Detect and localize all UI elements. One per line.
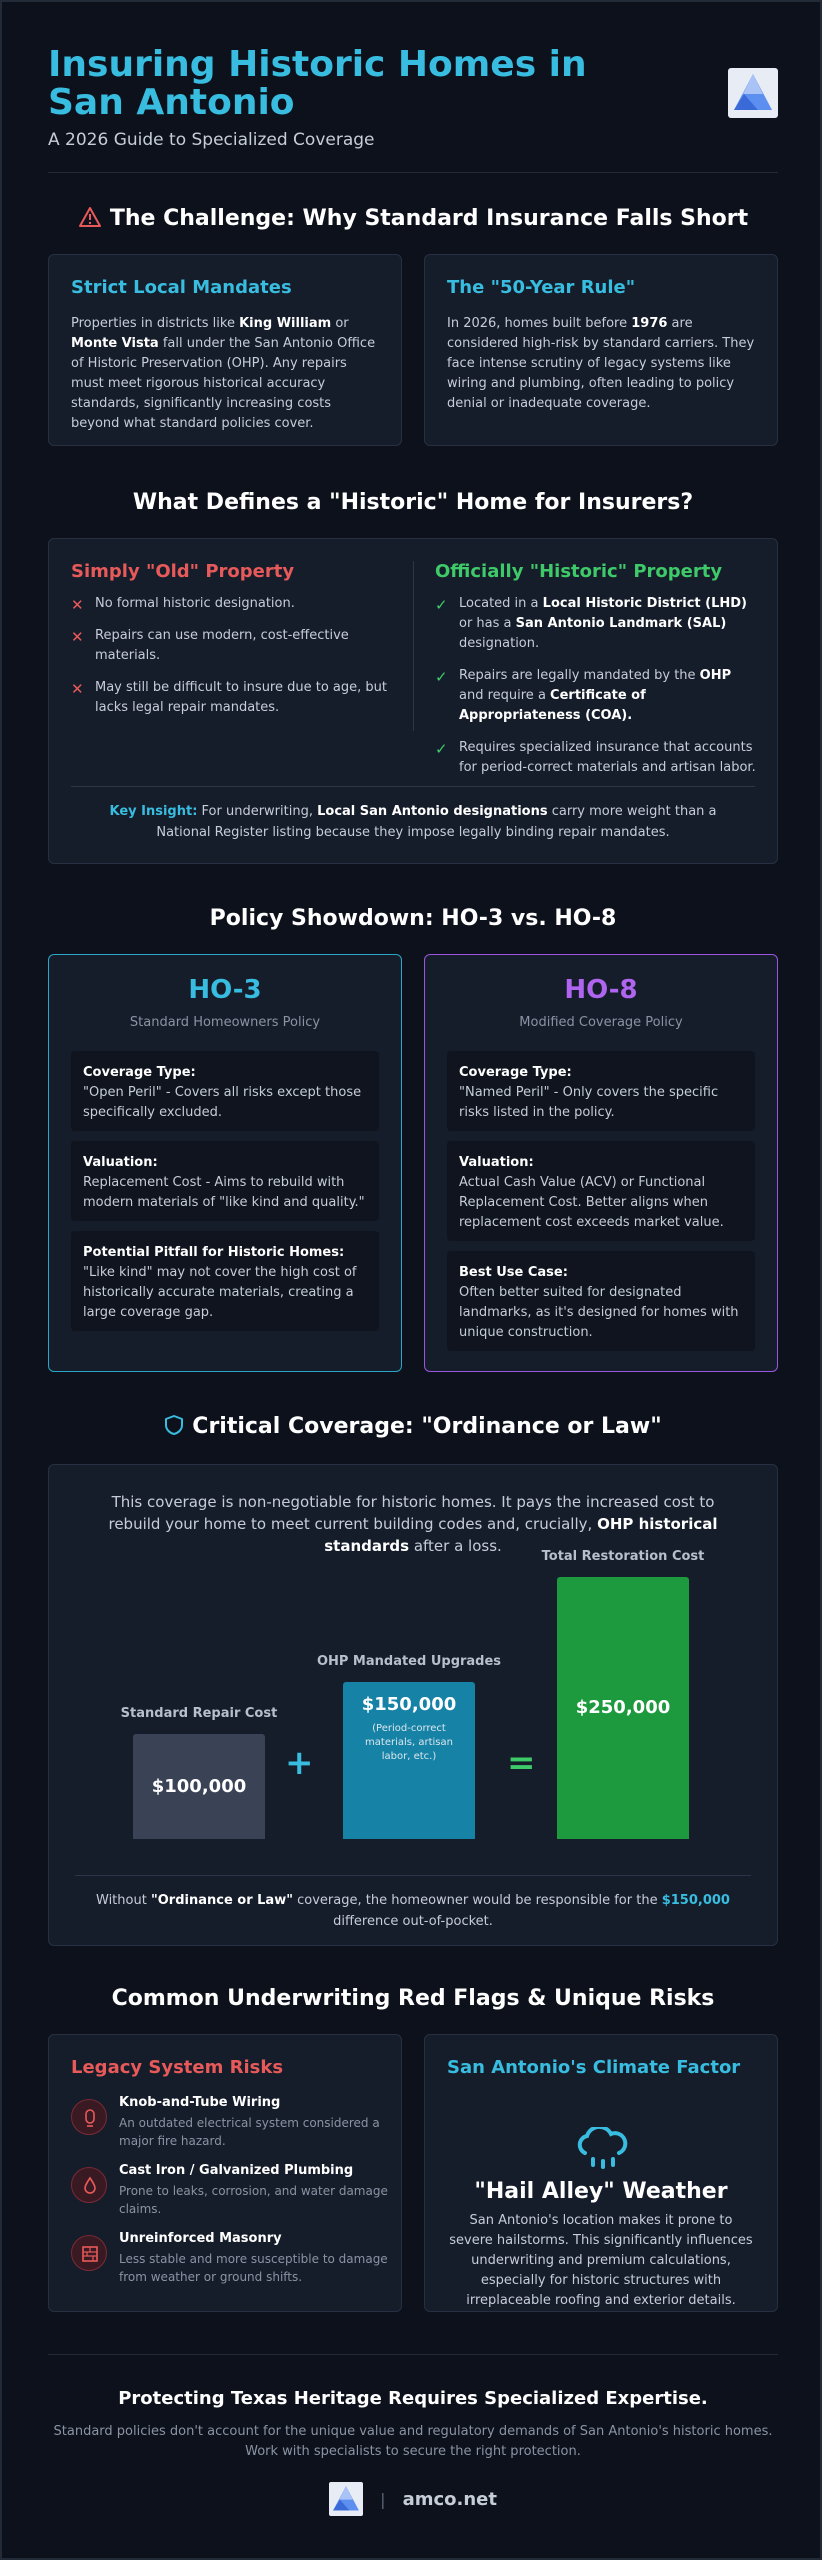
ho8-policy-card <box>424 954 778 1372</box>
ordinance-section-title: Critical Coverage: "Ordinance or Law" <box>2 1414 822 1439</box>
policy-subtitle: Modified Coverage Policy <box>519 1015 683 1030</box>
risk-item: Knob-and-Tube Wiring An outdated electrical system considered a major fire hazard. <box>71 2095 391 2150</box>
card-title: The "50-Year Rule" <box>447 277 636 298</box>
pitfall-box: Potential Pitfall for Historic Homes: "Like kind" may not cover the high cost of historically accurate materials, creating a large coverage gap. <box>71 1231 379 1331</box>
valuation-box: Valuation: Actual Cash Value (ACV) or Functional Replacement Cost. Better aligns when replacement cost exceeds market value. <box>447 1141 755 1241</box>
climate-heading: "Hail Alley" Weather <box>474 2179 728 2204</box>
list-item: ✓ Requires specialized insurance that accounts for period-correct materials and artisan labor. <box>435 740 756 775</box>
policy-section-title: Policy Showdown: HO-3 vs. HO-8 <box>209 906 617 931</box>
fifty-year-rule-card <box>424 254 778 446</box>
amco-logo-icon <box>728 68 778 118</box>
bar-note: (Period-correct materials, artisan labor, etc.) <box>365 1723 453 1762</box>
list-item: ✓ Located in a Local Historic District (LHD) or has a San Antonio Landmark (SAL) designation. <box>435 596 747 651</box>
column-divider <box>413 561 414 731</box>
challenge-section-title: The Challenge: Why Standard Insurance Falls Short <box>2 206 822 231</box>
coverage-type-box: Coverage Type: "Named Peril" - Only covers the specific risks listed in the policy. <box>447 1051 755 1131</box>
simply-old-column <box>71 561 391 730</box>
list-item: ✓ Repairs are legally mandated by the OHP and require a Certificate of Appropriateness (COA). <box>435 668 732 723</box>
equals-operator: = <box>507 1743 536 1783</box>
footer-site-link[interactable]: amco.net <box>402 2488 497 2510</box>
policy-name: HO-8 <box>564 975 638 1005</box>
page-subtitle: A 2026 Guide to Specialized Coverage <box>48 130 375 150</box>
card-title: Strict Local Mandates <box>71 277 292 298</box>
strict-local-mandates-card <box>48 254 402 446</box>
policy-subtitle: Standard Homeowners Policy <box>129 1015 321 1030</box>
policy-name: HO-3 <box>188 975 262 1005</box>
list-item: ✕ No formal historic designation. <box>71 596 295 614</box>
divider <box>48 2354 778 2355</box>
divider <box>48 172 778 173</box>
officially-historic-column <box>435 561 757 790</box>
footer-separator: | <box>380 2489 386 2509</box>
bulb-icon <box>71 2099 107 2135</box>
page-title: Insuring Historic Homes in San Antonio <box>48 44 587 123</box>
warning-icon <box>78 206 102 228</box>
coverage-type-box: Coverage Type: "Open Peril" - Covers all risks except those specifically excluded. <box>71 1051 379 1131</box>
check-icon: ✓ <box>435 740 448 758</box>
footer-brand <box>2 2482 822 2516</box>
column-title: Simply "Old" Property <box>71 561 295 582</box>
closing-title: Protecting Texas Heritage Requires Specialized Expertise. <box>118 2388 708 2409</box>
legacy-risks-card <box>48 2034 402 2312</box>
valuation-box: Valuation: Replacement Cost - Aims to rebuild with modern materials of "like kind and quality." <box>71 1141 379 1221</box>
bar-2 <box>316 1654 502 1839</box>
bar-value-label: $100,000 <box>151 1775 247 1797</box>
bar-category-label: Standard Repair Cost <box>120 1706 278 1721</box>
bar-category-label: Total Restoration Cost <box>541 1549 705 1564</box>
check-icon: ✓ <box>435 668 448 686</box>
redflags-section-title: Common Underwriting Red Flags & Unique Risks <box>111 1986 715 2011</box>
plus-operator: + <box>285 1743 314 1783</box>
bar-1 <box>120 1706 278 1839</box>
water-drop-icon <box>71 2167 107 2203</box>
card-title: Legacy System Risks <box>71 2057 284 2078</box>
ordinance-footnote: Without "Ordinance or Law" coverage, the homeowner would be responsible for the $150,000 difference out-of-pocket. <box>75 1875 751 1932</box>
ho3-policy-card <box>48 954 402 1372</box>
best-use-box: Best Use Case: Often better suited for designated landmarks, as it's designed for homes with unique construction. <box>447 1251 755 1351</box>
list-item: ✕ Repairs can use modern, cost-effective materials. <box>71 628 349 663</box>
divider <box>71 786 755 787</box>
shield-icon <box>164 1414 184 1436</box>
check-icon: ✓ <box>435 596 448 614</box>
hail-cloud-icon <box>425 2127 777 2175</box>
x-icon: ✕ <box>71 596 84 614</box>
column-title: Officially "Historic" Property <box>435 561 723 582</box>
card-title: San Antonio's Climate Factor <box>447 2057 741 2078</box>
climate-description: San Antonio's location makes it prone to severe hailstorms. This significantly influences underwriting and premium calculations, especially for historic structures with irreplaceable roofing and exterior details. <box>449 2213 753 2308</box>
risk-item: Cast Iron / Galvanized Plumbing Prone to leaks, corrosion, and water damage claims. <box>71 2163 391 2218</box>
card-text: Properties in districts like King William or Monte Vista fall under the San Antonio Office of Historic Preservation (OHP). Any repairs must meet rigorous historical accuracy standards, significantly increasing costs beyond what standard policies cover. <box>71 316 376 431</box>
climate-factor-card <box>424 2034 778 2312</box>
bar-value-label: $250,000 <box>575 1697 671 1718</box>
risk-item: Unreinforced Masonry Less stable and more susceptible to damage from weather or ground shifts. <box>71 2231 391 2286</box>
brick-wall-icon <box>71 2235 107 2271</box>
bar-category-label: OHP Mandated Upgrades <box>316 1654 502 1669</box>
ordinance-card <box>48 1464 778 1946</box>
historic-definition-card <box>48 538 778 864</box>
header <box>48 44 778 150</box>
card-text: In 2026, homes built before 1976 are considered high-risk by standard carriers. They face intense scrutiny of legacy systems like wiring and plumbing, often leading to policy denial or inadequate coverage. <box>447 316 755 411</box>
bar-value-label: $150,000 <box>361 1694 457 1715</box>
amco-logo-icon <box>329 2482 363 2516</box>
list-item: ✕ May still be difficult to insure due to age, but lacks legal repair mandates. <box>71 680 387 715</box>
x-icon: ✕ <box>71 628 84 646</box>
x-icon: ✕ <box>71 680 84 698</box>
key-insight: Key Insight: For underwriting, Local San Antonio designations carry more weight than a National Register listing because they impose legally binding repair mandates. <box>109 804 717 840</box>
ordinance-intro: This coverage is non-negotiable for historic homes. It pays the increased cost to rebuild your home to meet current building codes and, crucially, OHP historical standards after a loss. <box>108 1493 718 1555</box>
bar-3 <box>541 1549 705 1839</box>
closing-description: Standard policies don't account for the unique value and regulatory demands of San Antonio's historic homes. Work with specialists to secure the right protection. <box>53 2424 773 2459</box>
defines-section-title: What Defines a "Historic" Home for Insurers? <box>132 490 694 515</box>
